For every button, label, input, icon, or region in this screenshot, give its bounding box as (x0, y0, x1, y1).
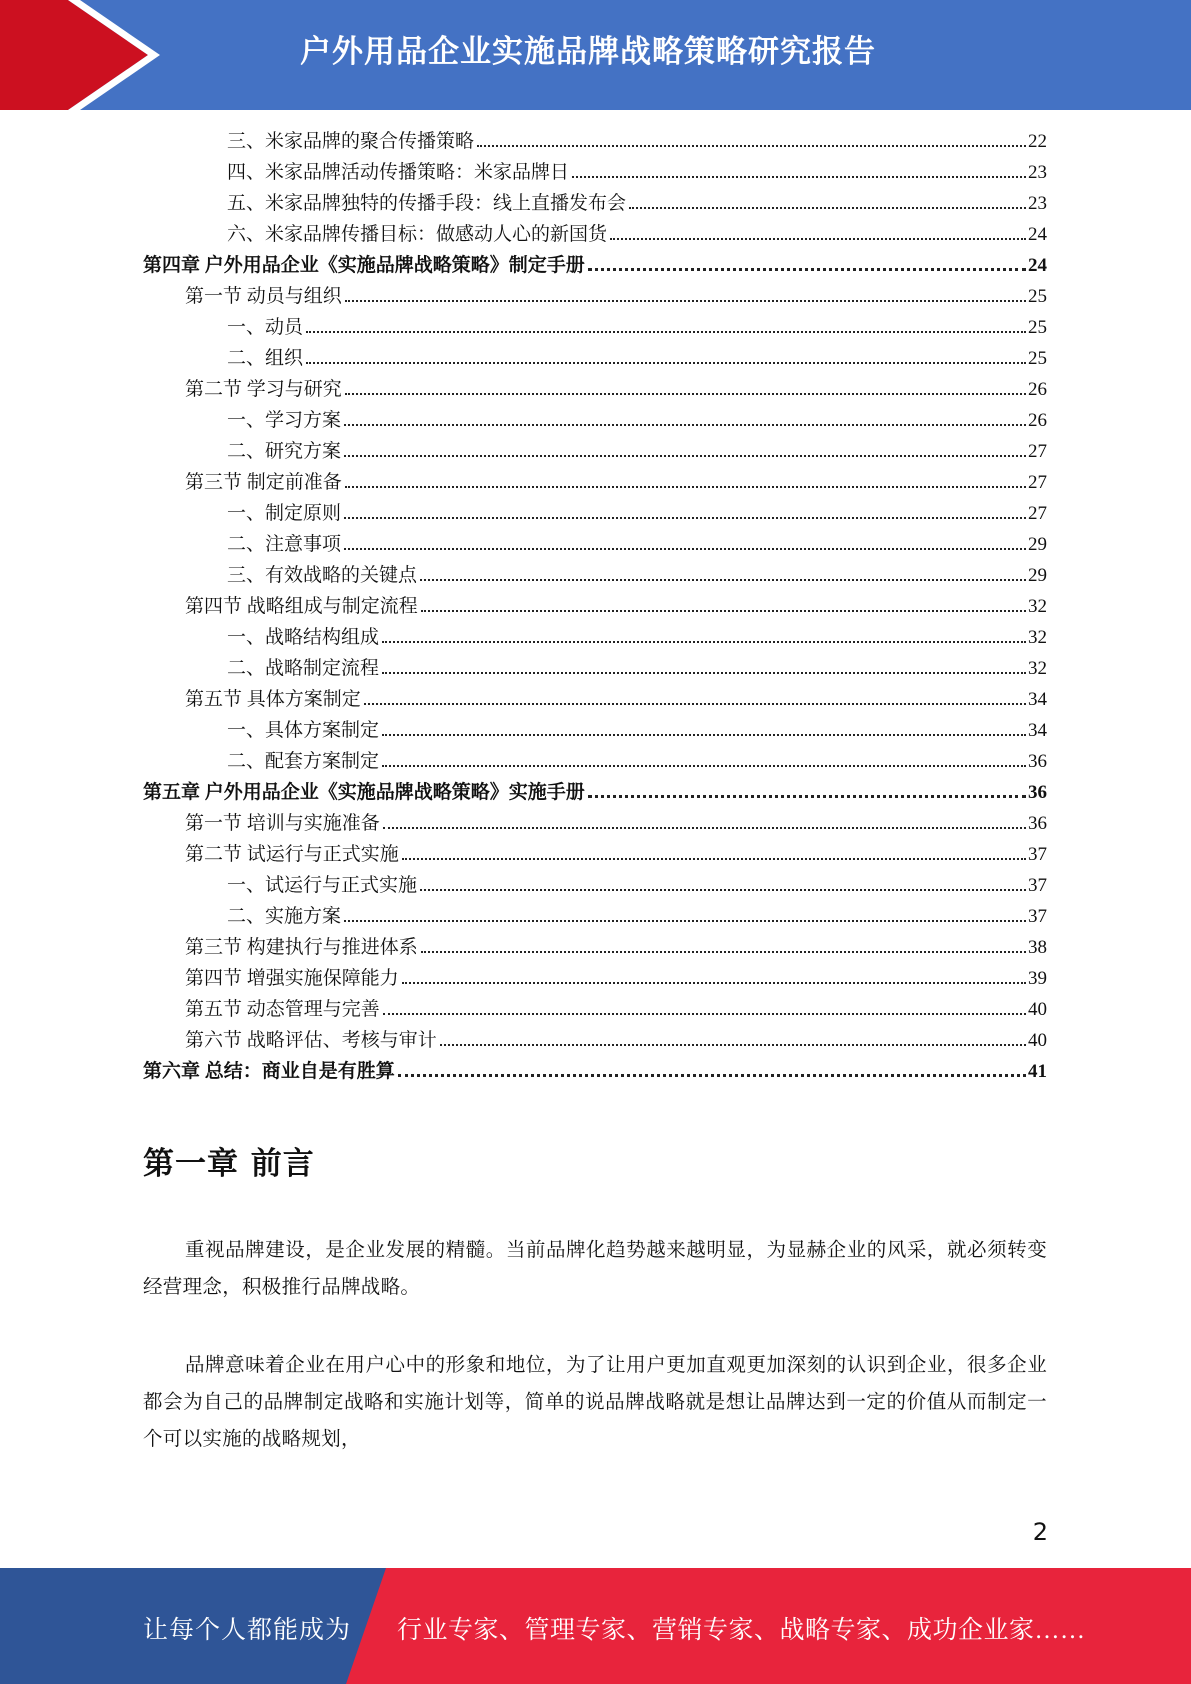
toc-dot-leader (572, 175, 1026, 178)
toc-subsection-entry[interactable] (227, 312, 1047, 343)
toc-page-number: 32 (1028, 627, 1047, 648)
footer-slogan-right: 行业专家、管理专家、营销专家、战略专家、成功企业家…… (397, 1617, 1086, 1644)
toc-page-number: 27 (1028, 472, 1047, 493)
toc-subsection-entry[interactable] (227, 498, 1047, 529)
toc-dot-leader (344, 547, 1026, 550)
toc-entry-text: 二、注意事项 (227, 534, 342, 555)
toc-dot-leader (420, 888, 1026, 891)
toc-page-number: 39 (1028, 968, 1047, 989)
toc-subsection-entry[interactable] (227, 405, 1047, 436)
toc-dot-leader (306, 361, 1026, 364)
toc-entry-text: 二、研究方案 (227, 441, 342, 462)
toc-page-number: 41 (1028, 1061, 1047, 1082)
body-paragraph: 重视品牌建设，是企业发展的精髓。当前品牌化趋势越来越明显，为显赫企业的风采，就必须转变经营理念，积极推行品牌战略。 (143, 1240, 1047, 1298)
toc-entry-text: 四、米家品牌活动传播策略：米家品牌日 (227, 162, 570, 183)
page-number: 2 (1032, 1518, 1048, 1546)
toc-page-number: 24 (1028, 224, 1047, 245)
toc-dot-leader (382, 640, 1026, 643)
toc-page-number: 26 (1028, 410, 1047, 431)
toc-entry-text: 二、组织 (227, 348, 304, 369)
toc-entry-text: 一、战略结构组成 (227, 627, 380, 648)
toc-dot-leader (421, 950, 1026, 953)
body-paragraph: 品牌意味着企业在用户心中的形象和地位，为了让用户更加直观更加深刻的认识到企业，很多企业都会为自己的品牌制定战略和实施计划等，简单的说品牌战略就是想让品牌达到一定的价值从而制定一个可以实施的战略规划， (143, 1355, 1047, 1450)
toc-section-entry[interactable] (185, 684, 1047, 715)
toc-page-number: 40 (1028, 1030, 1047, 1051)
toc-dot-leader (610, 237, 1026, 240)
toc-dot-leader (382, 764, 1026, 767)
toc-section-entry[interactable] (185, 839, 1047, 870)
toc-entry-text: 第一节 动员与组织 (185, 286, 342, 307)
toc-entry-text: 二、配套方案制定 (227, 751, 380, 772)
toc-dot-leader (588, 267, 1026, 271)
toc-section-entry[interactable] (185, 994, 1047, 1025)
toc-entry-text: 二、实施方案 (227, 906, 342, 927)
toc-page-number: 37 (1028, 906, 1047, 927)
toc-section-entry[interactable] (185, 374, 1047, 405)
toc-entry-text: 第六章 总结：商业自是有胜算 (143, 1061, 395, 1082)
toc-page-number: 37 (1028, 844, 1047, 865)
toc-dot-leader (420, 578, 1026, 581)
toc-entry-text: 第五章 户外用品企业《实施品牌战略策略》实施手册 (143, 782, 585, 803)
toc-subsection-entry[interactable] (227, 436, 1047, 467)
toc-dot-leader (344, 454, 1026, 457)
toc-dot-leader (383, 826, 1026, 829)
toc-chapter-entry[interactable] (143, 777, 1047, 808)
toc-subsection-entry[interactable] (227, 901, 1047, 932)
toc-entry-text: 六、米家品牌传播目标：做感动人心的新国货 (227, 224, 608, 245)
toc-subsection-entry[interactable] (227, 529, 1047, 560)
toc-page-number: 24 (1028, 255, 1047, 276)
toc-page-number: 23 (1028, 162, 1047, 183)
toc-page-number: 23 (1028, 193, 1047, 214)
toc-entry-text: 二、战略制定流程 (227, 658, 380, 679)
toc-page-number: 36 (1028, 751, 1047, 772)
toc-page-number: 37 (1028, 875, 1047, 896)
toc-chapter-entry[interactable] (143, 1056, 1047, 1087)
toc-dot-leader (364, 702, 1026, 705)
header-banner (0, 0, 1191, 110)
toc-page-number: 26 (1028, 379, 1047, 400)
toc-dot-leader (345, 299, 1026, 302)
toc-entry-text: 第五节 动态管理与完善 (185, 999, 380, 1020)
toc-dot-leader (345, 392, 1026, 395)
toc-page-number: 27 (1028, 503, 1047, 524)
toc-entry-text: 一、制定原则 (227, 503, 342, 524)
toc-subsection-entry[interactable] (227, 157, 1047, 188)
toc-page-number: 40 (1028, 999, 1047, 1020)
toc-subsection-entry[interactable] (227, 188, 1047, 219)
toc-entry-text: 第六节 战略评估、考核与审计 (185, 1030, 437, 1051)
toc-subsection-entry[interactable] (227, 746, 1047, 777)
toc-section-entry[interactable] (185, 467, 1047, 498)
header-arrow-decoration (0, 0, 160, 110)
toc-subsection-entry[interactable] (227, 219, 1047, 250)
toc-dot-leader (402, 857, 1026, 860)
toc-page-number: 32 (1028, 658, 1047, 679)
toc-page-number: 27 (1028, 441, 1047, 462)
toc-dot-leader (306, 330, 1026, 333)
toc-dot-leader (345, 485, 1026, 488)
toc-section-entry[interactable] (185, 281, 1047, 312)
toc-entry-text: 三、米家品牌的聚合传播策略 (227, 131, 475, 152)
toc-page-number: 32 (1028, 596, 1047, 617)
toc-page-number: 25 (1028, 317, 1047, 338)
toc-page-number: 29 (1028, 565, 1047, 586)
toc-entry-text: 第三节 构建执行与推进体系 (185, 937, 418, 958)
toc-subsection-entry[interactable] (227, 126, 1047, 157)
toc-page-number: 25 (1028, 286, 1047, 307)
toc-page-number: 36 (1028, 813, 1047, 834)
toc-page-number: 34 (1028, 689, 1047, 710)
toc-entry-text: 一、学习方案 (227, 410, 342, 431)
footer-slogan-left: 让每个人都能成为 (143, 1617, 352, 1644)
toc-dot-leader (382, 733, 1026, 736)
toc-dot-leader (344, 423, 1026, 426)
toc-entry-text: 三、有效战略的关键点 (227, 565, 418, 586)
toc-entry-text: 第一节 培训与实施准备 (185, 813, 380, 834)
toc-subsection-entry[interactable] (227, 560, 1047, 591)
toc-dot-leader (421, 609, 1026, 612)
toc-page-number: 29 (1028, 534, 1047, 555)
toc-dot-leader (402, 981, 1026, 984)
toc-page-number: 38 (1028, 937, 1047, 958)
document-title: 户外用品企业实施品牌战略策略研究报告 (300, 34, 876, 70)
toc-dot-leader (344, 516, 1026, 519)
toc-subsection-entry[interactable] (227, 622, 1047, 653)
toc-entry-text: 第二节 学习与研究 (185, 379, 342, 400)
toc-entry-text: 一、试运行与正式实施 (227, 875, 418, 896)
toc-subsection-entry[interactable] (227, 653, 1047, 684)
toc-section-entry[interactable] (185, 1025, 1047, 1056)
toc-subsection-entry[interactable] (227, 715, 1047, 746)
toc-page-number: 34 (1028, 720, 1047, 741)
toc-entry-text: 第三节 制定前准备 (185, 472, 342, 493)
toc-page-number: 36 (1028, 782, 1047, 803)
chapter-title: 第一章 前言 (143, 1146, 315, 1182)
toc-dot-leader (440, 1043, 1026, 1046)
toc-section-entry[interactable] (185, 808, 1047, 839)
toc-entry-text: 第五节 具体方案制定 (185, 689, 361, 710)
toc-chapter-entry[interactable] (143, 250, 1047, 281)
toc-section-entry[interactable] (185, 591, 1047, 622)
toc-entry-text: 第二节 试运行与正式实施 (185, 844, 399, 865)
toc-subsection-entry[interactable] (227, 870, 1047, 901)
toc-entry-text: 一、具体方案制定 (227, 720, 380, 741)
toc-page-number: 22 (1028, 131, 1047, 152)
toc-dot-leader (398, 1073, 1026, 1077)
toc-dot-leader (383, 1012, 1026, 1015)
toc-subsection-entry[interactable] (227, 343, 1047, 374)
toc-dot-leader (629, 206, 1026, 209)
toc-dot-leader (344, 919, 1026, 922)
toc-section-entry[interactable] (185, 963, 1047, 994)
toc-dot-leader (382, 671, 1026, 674)
footer-banner (0, 1568, 1191, 1684)
toc-section-entry[interactable] (185, 932, 1047, 963)
toc-entry-text: 一、动员 (227, 317, 304, 338)
toc-dot-leader (588, 794, 1026, 798)
toc-entry-text: 五、米家品牌独特的传播手段：线上直播发布会 (227, 193, 627, 214)
toc-page-number: 25 (1028, 348, 1047, 369)
toc-entry-text: 第四章 户外用品企业《实施品牌战略策略》制定手册 (143, 255, 585, 276)
toc-dot-leader (477, 144, 1026, 147)
toc-entry-text: 第四节 增强实施保障能力 (185, 968, 399, 989)
toc-entry-text: 第四节 战略组成与制定流程 (185, 596, 418, 617)
